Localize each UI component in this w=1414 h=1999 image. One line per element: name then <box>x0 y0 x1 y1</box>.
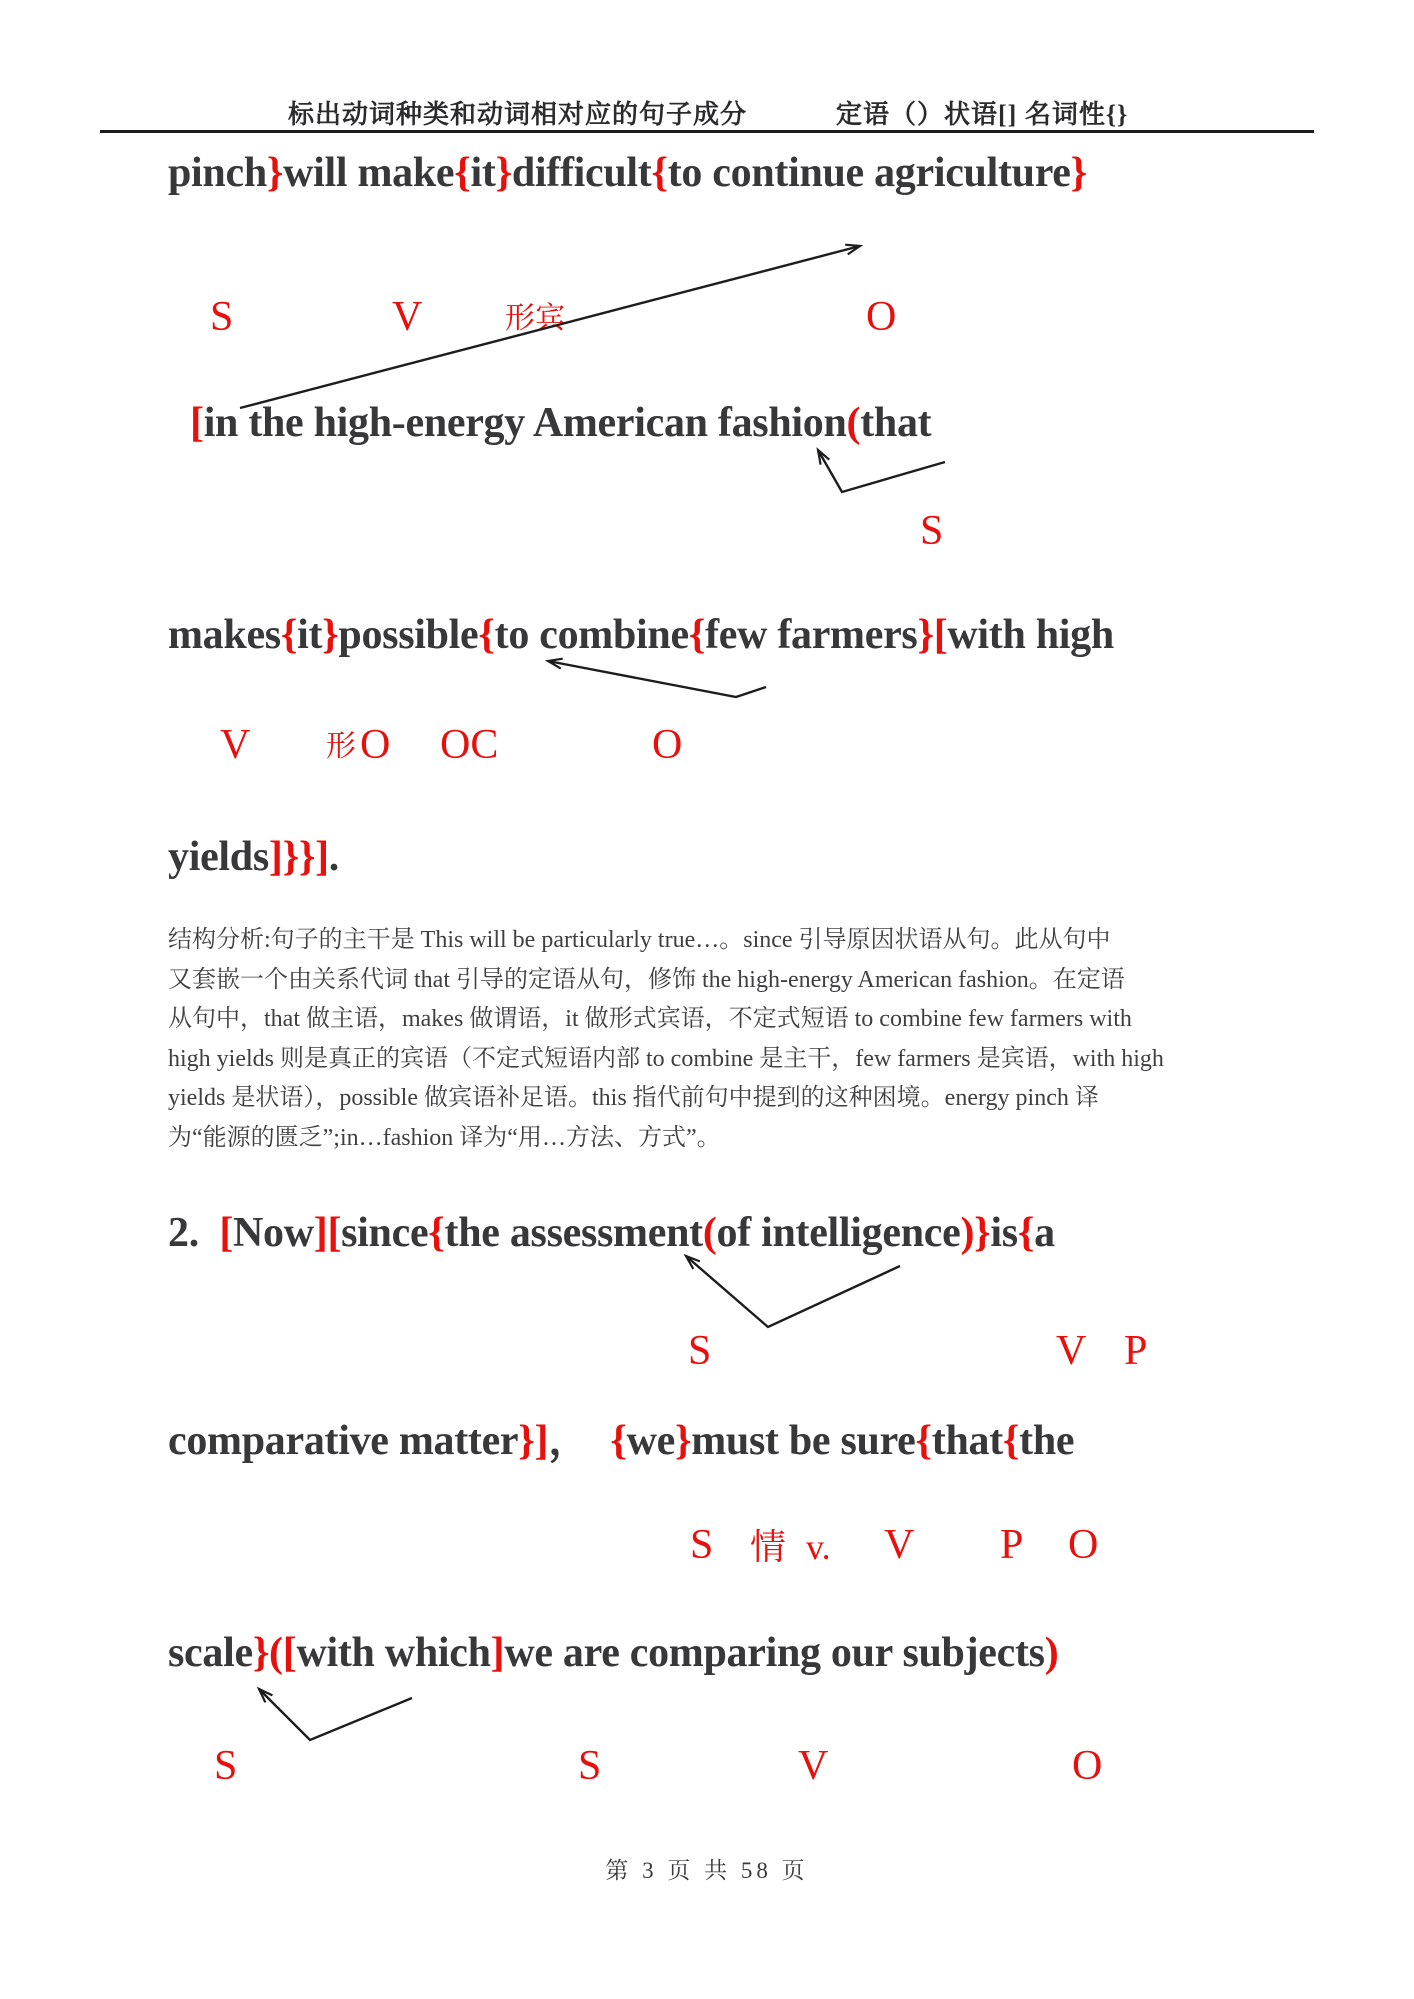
bracket-annotation: }] <box>518 1418 549 1464</box>
sentence-text-run: makes <box>168 612 281 658</box>
sentence-line-4 <box>168 834 339 880</box>
analysis-line: 为“能源的匮乏”;in…fashion 译为“用…方法、方式”。 <box>168 1124 721 1151</box>
sentence-text-run: . <box>328 834 339 880</box>
sentence-text-run: ， <box>548 1418 611 1464</box>
grammar-marker: O <box>1068 1522 1099 1568</box>
annotation-arrow <box>818 450 945 492</box>
bracket-annotation: ]}}] <box>268 834 329 880</box>
sentence-text-run: scale <box>168 1630 253 1676</box>
sentence-text-run: in the high-energy American fashion <box>203 400 847 446</box>
sentence-text-run: the <box>1019 1418 1075 1464</box>
grammar-marker: O <box>652 722 683 768</box>
bracket-annotation: { <box>280 612 298 658</box>
bracket-annotation: { <box>478 612 495 658</box>
bracket-annotation: ][ <box>313 1210 342 1256</box>
bracket-annotation: [ <box>190 400 204 446</box>
sentence-text-run: must be sure <box>691 1418 916 1464</box>
analysis-line: 又套嵌一个由关系代词 that 引导的定语从句，修饰 the high-energy American fashion。在定语 <box>168 966 1125 993</box>
bracket-annotation: ] <box>490 1630 505 1676</box>
sentence-text-run: that <box>860 400 932 446</box>
sentence-line-2 <box>190 400 931 446</box>
sentence-text-run: to continue agriculture <box>667 150 1071 196</box>
sentence-text-run: comparative matter <box>168 1418 519 1464</box>
grammar-marker: S <box>214 1743 238 1789</box>
analysis-line: yields 是状语），possible 做宾语补足语。this 指代前句中提到的这种困境。energy pinch 译 <box>168 1085 1099 1111</box>
bracket-annotation: [ <box>933 612 948 658</box>
grammar-marker: S <box>210 294 234 340</box>
sentence-text-run: difficult <box>511 150 652 196</box>
sentence-text-run: with which <box>296 1630 491 1676</box>
grammar-marker: V <box>220 722 251 768</box>
sentence-text-run: few farmers <box>705 612 918 658</box>
grammar-marker: O <box>866 294 897 340</box>
bracket-annotation: } <box>495 150 512 196</box>
bracket-annotation: } <box>1070 150 1087 196</box>
bracket-annotation: { <box>651 150 668 196</box>
grammar-marker: O <box>360 722 391 768</box>
annotation-arrow <box>548 661 766 697</box>
bracket-annotation: { <box>688 612 706 658</box>
grammar-marker: S <box>920 508 944 554</box>
bracket-annotation: ) <box>1044 1630 1059 1676</box>
sentence-line-6 <box>168 1630 1058 1676</box>
grammar-marker: S <box>690 1522 714 1568</box>
grammar-marker: 情 <box>750 1527 787 1567</box>
bracket-annotation: { <box>454 150 471 196</box>
grammar-marker: O <box>1072 1743 1103 1789</box>
sentence-text-run: yields <box>168 834 269 880</box>
bracket-annotation: ( <box>702 1210 717 1256</box>
header-legend: 定语（）状语[] 名词性{} <box>836 100 1129 129</box>
bracket-annotation: } <box>266 150 284 196</box>
annotation-arrow <box>686 1256 900 1327</box>
sentence-line-3 <box>168 612 1114 658</box>
sentence-text-run: to combine <box>494 612 689 658</box>
sentence-text-run: the assessment <box>444 1210 703 1256</box>
bracket-annotation: { <box>915 1418 932 1464</box>
analysis-line: 从句中，that 做主语，makes 做谓语，it 做形式宾语，不定式短语 to combine few farmers with <box>168 1006 1132 1032</box>
sentence-2-heading <box>168 1210 1055 1256</box>
bracket-annotation: }([ <box>252 1630 297 1676</box>
sentence-text-run: we are comparing our subjects <box>504 1630 1045 1676</box>
grammar-marker: V <box>1056 1328 1087 1374</box>
sentence-text-run: Now <box>233 1210 314 1256</box>
sentence-text-run: a <box>1034 1210 1055 1256</box>
sentence-text-run: possible <box>338 612 479 658</box>
bracket-annotation: )} <box>960 1210 991 1256</box>
grammar-marker: S <box>688 1328 712 1374</box>
grammar-marker: V <box>798 1743 829 1789</box>
sentence-text-run: with high <box>947 612 1114 658</box>
sentence-text-run: that <box>931 1418 1003 1464</box>
grammar-marker: 形 <box>326 730 356 763</box>
bracket-annotation: { <box>1002 1418 1020 1464</box>
sentence-text-run: it <box>297 612 323 658</box>
bracket-annotation: } <box>674 1418 692 1464</box>
grammar-marker: S <box>578 1743 602 1789</box>
grammar-marker: v. <box>806 1527 831 1567</box>
grammar-marker: OC <box>440 722 499 768</box>
grammar-marker: V <box>884 1522 915 1568</box>
sentence-text-run: we <box>626 1418 675 1464</box>
bracket-annotation: } <box>917 612 934 658</box>
bracket-annotation: } <box>322 612 339 658</box>
sentence-text-run: pinch <box>168 150 267 196</box>
sentence-text-run: of intelligence <box>716 1210 961 1256</box>
grammar-marker: V <box>392 294 423 340</box>
page-number-footer: 第 3 页 共 58 页 <box>605 1858 809 1883</box>
header-divider <box>100 130 1314 133</box>
sentence-line-1 <box>168 150 1087 196</box>
analysis-line: high yields 则是真正的宾语（不定式短语内部 to combine 是主干，few farmers 是宾语，with high <box>168 1045 1164 1072</box>
sentence-text-run: it <box>470 150 496 196</box>
sentence-text-run: will make <box>283 150 455 196</box>
bracket-annotation: ( <box>846 400 861 446</box>
annotation-arrow <box>259 1689 412 1740</box>
sentence-text-run: is <box>990 1210 1018 1256</box>
bracket-annotation: { <box>610 1418 627 1464</box>
grammar-marker: P <box>1000 1522 1024 1568</box>
bracket-annotation: [ <box>219 1210 233 1256</box>
sentence-text-run: 2. <box>168 1210 220 1256</box>
header-left-title: 标出动词种类和动词相对应的句子成分 <box>288 100 748 129</box>
bracket-annotation: { <box>428 1210 445 1256</box>
analysis-line: 结构分析:句子的主干是 This will be particularly true…。since 引导原因状语从句。此从句中 <box>168 927 1111 953</box>
structure-analysis-paragraph <box>168 921 1290 1158</box>
sentence-line-5 <box>168 1418 1074 1464</box>
bracket-annotation: { <box>1017 1210 1035 1256</box>
sentence-text-run: since <box>341 1210 429 1256</box>
grammar-marker: 形宾 <box>505 302 565 335</box>
grammar-marker: P <box>1124 1328 1148 1374</box>
